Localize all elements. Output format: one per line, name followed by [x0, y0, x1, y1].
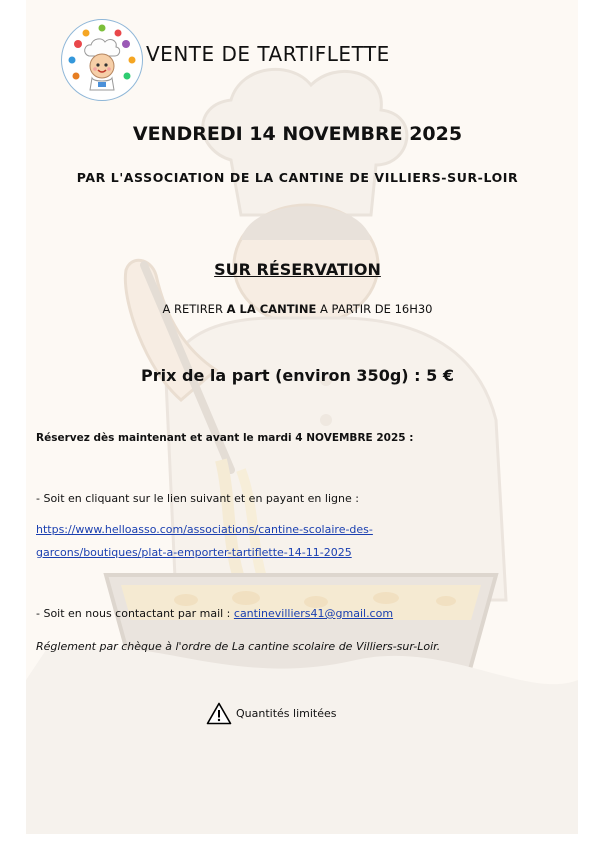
- limited-quantities: [206, 702, 336, 725]
- mail-address-link[interactable]: cantinevilliers41@gmail.com: [233, 607, 394, 620]
- pickup-suffix: A PARTIR DE 16H30: [316, 302, 433, 316]
- mail-option-text: - Soit en nous contactant par mail :: [36, 607, 234, 620]
- price-line: Prix de la part (environ 350g) : 5 €: [141, 366, 454, 385]
- event-date: VENDREDI 14 NOVEMBRE 2025: [132, 123, 463, 145]
- helloasso-link-line1[interactable]: https://www.helloasso.com/associations/cantine-scolaire-des-: [36, 523, 373, 536]
- reservation-deadline: Réservez dès maintenant et avant le mardi 4 NOVEMBRE 2025 :: [36, 432, 414, 444]
- flyer-title: VENTE DE TARTIFLETTE: [146, 42, 390, 66]
- mail-option: [36, 607, 393, 620]
- limited-quantities-text: Quantités limitées: [236, 707, 337, 720]
- warning-icon: [206, 702, 232, 725]
- online-option-text: - Soit en cliquant sur le lien suivant et en payant en ligne :: [36, 492, 359, 505]
- organizer-line: PAR L'ASSOCIATION DE LA CANTINE DE VILLIERS-SUR-LOIR: [76, 170, 519, 185]
- chef-logo-icon: [61, 19, 143, 101]
- pickup-info: [0, 302, 595, 316]
- pickup-place: A LA CANTINE: [226, 302, 317, 316]
- reservation-heading: SUR RÉSERVATION: [214, 260, 381, 279]
- pickup-prefix: A RETIRER: [162, 302, 227, 316]
- payment-note: Réglement par chèque à l'ordre de La cantine scolaire de Villiers-sur-Loir.: [36, 640, 441, 653]
- helloasso-link-line2[interactable]: garcons/boutiques/plat-a-emporter-tartiflette-14-11-2025: [36, 546, 352, 559]
